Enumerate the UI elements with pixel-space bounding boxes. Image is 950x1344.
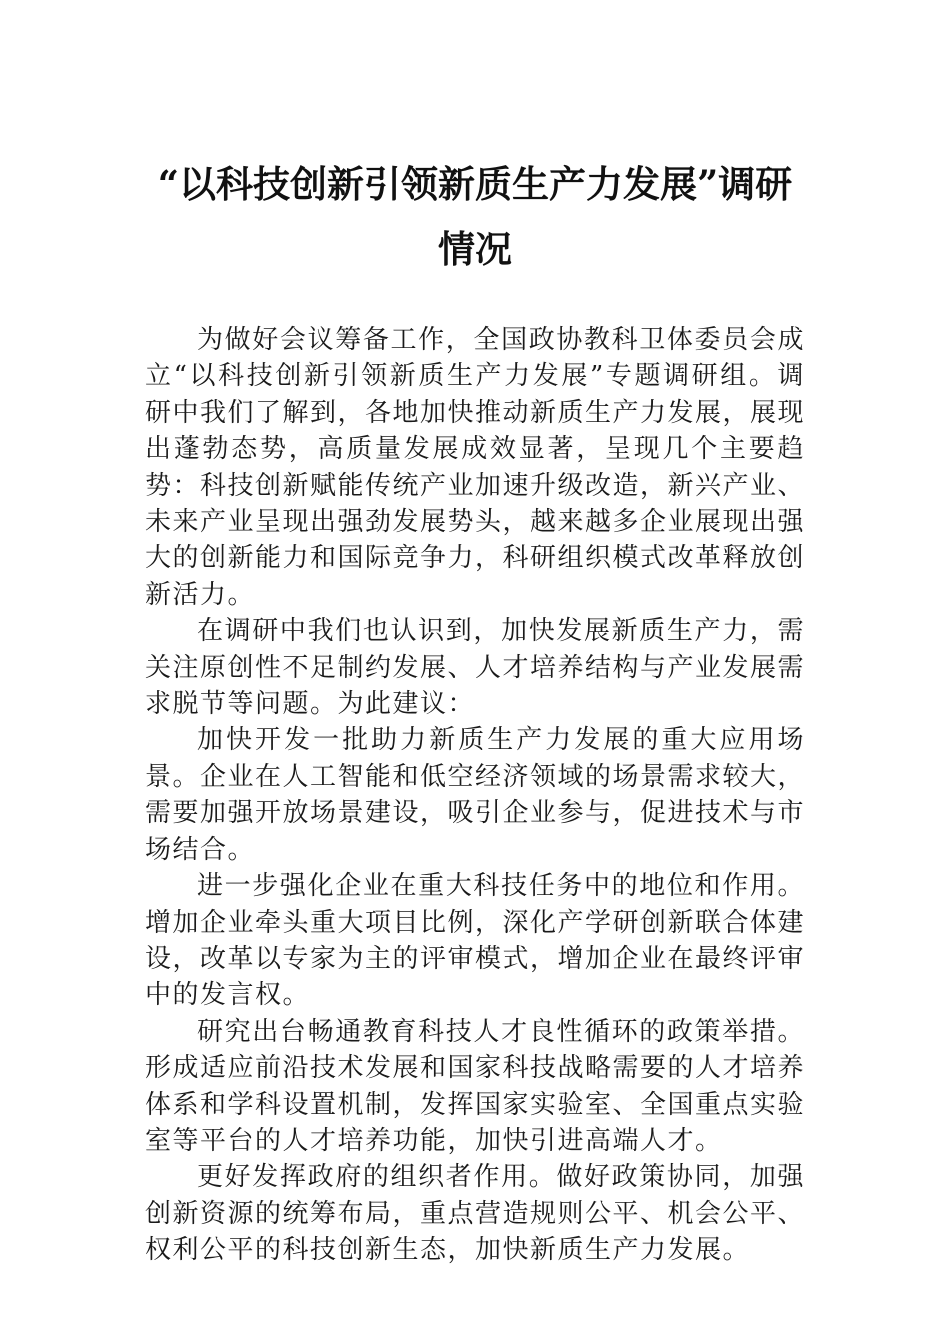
- paragraph-recommendation-3: 研究出台畅通教育科技人才良性循环的政策举措。形成适应前沿技术发展和国家科技战略需要的人才培养体系和学科设置机制，发挥国家实验室、全国重点实验室等平台的人才培养功能，加快引进高端人才。: [145, 1016, 806, 1156]
- paragraph-recommendation-2: 进一步强化企业在重大科技任务中的地位和作用。增加企业牵头重大项目比例，深化产学研创新联合体建设，改革以专家为主的评审模式，增加企业在最终评审中的发言权。: [145, 871, 806, 1011]
- document-title: “以科技创新引领新质生产力发展”调研情况: [157, 162, 793, 271]
- paragraph-recommendation-4: 更好发挥政府的组织者作用。做好政策协同，加强创新资源的统筹布局，重点营造规则公平、机会公平、权利公平的科技创新生态，加快新质生产力发展。: [145, 1162, 806, 1266]
- paragraph-issues: 在调研中我们也认识到，加快发展新质生产力，需关注原创性不足制约发展、人才培养结构与产业发展需求脱节等问题。为此建议：: [145, 616, 806, 720]
- document-body: [145, 322, 805, 1269]
- paragraph-recommendation-1: 加快开发一批助力新质生产力发展的重大应用场景。企业在人工智能和低空经济领域的场景需求较大，需要加强开放场景建设，吸引企业参与，促进技术与市场结合。: [145, 725, 806, 865]
- paragraph-intro: 为做好会议筹备工作，全国政协教科卫体委员会成立“以科技创新引领新质生产力发展”专题调研组。调研中我们了解到，各地加快推动新质生产力发展，展现出蓬勃态势，高质量发展成效显著，呈现几个主要趋势：科技创新赋能传统产业加速升级改造，新兴产业、未来产业呈现出强劲发展势头，越来越多企业展现出强大的创新能力和国际竞争力，科研组织模式改革释放创新活力。: [145, 325, 806, 610]
